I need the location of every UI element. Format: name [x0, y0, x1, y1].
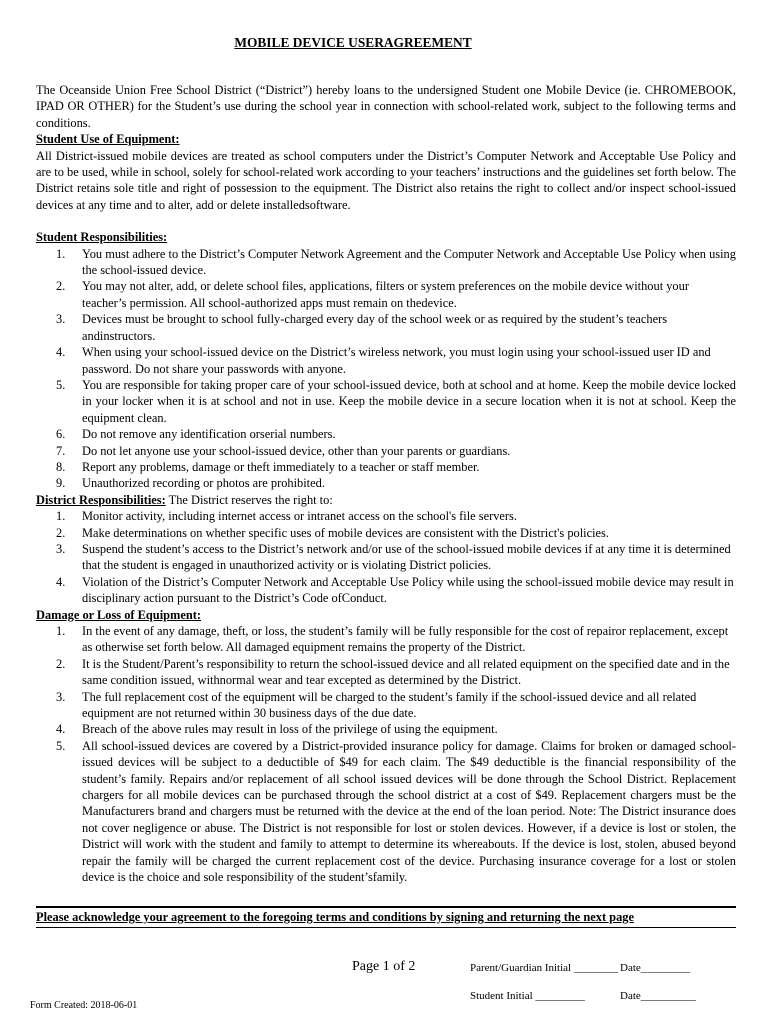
section-heading-use: Student Use of Equipment: [36, 132, 180, 147]
item-number: 4. [56, 574, 66, 589]
section-heading-damage: Damage or Loss of Equipment: [36, 607, 201, 622]
list-item [36, 377, 736, 426]
section-heading-student: Student Responsibilities: [36, 230, 168, 245]
item-text: The full replacement cost of the equipment will be charged to the student’s family if the school-issued device and all related equipment are not returned within 30 business days of the due date. [82, 689, 697, 721]
list-item [36, 623, 736, 656]
list-item [36, 508, 736, 524]
list-item [36, 721, 736, 737]
list-item [36, 311, 736, 344]
district-responsibilities-list [36, 508, 736, 606]
divider [36, 927, 736, 928]
item-number: 3. [56, 312, 66, 327]
list-item [36, 541, 736, 574]
use-paragraph: All District-issued mobile devices are treated as school computers under the District’s Computer Network and Acceptable Use Policy and are to be used, while in school, solely for school-related work according to your teachers’ instructions and the guidelines set forth below. The District retains sole title and right of possession to the equipment. The District also retains the right to collect and/or inspect school-issued devices at any time and to alter, add or delete installedsoftware. [36, 148, 736, 212]
parent-initial-field: Parent/Guardian Initial ________ [470, 962, 618, 974]
district-lead-text: The District reserves the right to: [165, 492, 333, 507]
item-number: 8. [56, 459, 66, 474]
item-text: Do not remove any identification orserial numbers. [82, 427, 336, 442]
section-heading-district: District Responsibilities: [36, 492, 166, 507]
list-item [36, 443, 736, 459]
list-item [36, 344, 736, 377]
item-number: 2. [56, 525, 66, 540]
item-number: 5. [56, 377, 66, 392]
student-responsibilities-list [36, 246, 736, 492]
list-item [36, 278, 736, 311]
district-heading-line [36, 492, 736, 508]
list-item [36, 689, 736, 722]
item-text: Make determinations on whether specific uses of mobile devices are consistent with the District's policies. [82, 525, 609, 540]
item-number: 6. [56, 427, 66, 442]
item-text: Suspend the student’s access to the District’s network and/or use of the school-issued mobile devices if at any time it is determined that the student is engaged in unauthorized activity or is violating District policies. [82, 541, 731, 573]
intro-paragraph: The Oceanside Union Free School District (“District”) hereby loans to the undersigned Student one Mobile Device (ie. CHROMEBOOK, IPAD OR OTHER) for the Student’s use during the school year in connection with school-related work, subject to the following terms and conditions. [36, 83, 736, 130]
list-item [36, 459, 736, 475]
document-title: MOBILE DEVICE USERAGREEMENT [234, 35, 472, 50]
item-number: 9. [56, 476, 66, 491]
item-text: You may not alter, add, or delete school files, applications, filters or system preferences on the mobile device without your teacher’s permission. All school-authorized apps must remain on thedevice. [82, 279, 689, 310]
item-text: Do not let anyone use your school-issued device, other than your parents or guardians. [82, 443, 511, 458]
item-number: 4. [56, 345, 66, 360]
item-number: 7. [56, 443, 66, 458]
list-item [36, 738, 736, 886]
list-item [36, 656, 736, 689]
list-item [36, 426, 736, 442]
item-text: You are responsible for taking proper care of your school-issued device, both at school and at home. Keep the mobile device locked in your locker when it is at school and not in use. Keep the mobile device in a secure location when it is not at school. Keep the equipment clean. [82, 377, 736, 425]
item-text: Report any problems, damage or theft immediately to a teacher or staff member. [82, 459, 480, 474]
form-created-date: Form Created: 2018-06-01 [30, 1000, 138, 1011]
item-number: 3. [56, 689, 66, 704]
item-number: 1. [56, 624, 66, 638]
acknowledgement-notice: Please acknowledge your agreement to the foregoing terms and conditions by signing and returning the next page [36, 906, 736, 925]
page-number: Page 1 of 2 [352, 959, 416, 974]
item-text: Breach of the above rules may result in loss of the privilege of using the equipment. [82, 722, 498, 737]
item-text: Devices must be brought to school fully-charged every day of the school week or as required by the student’s teachers andinstructors. [82, 312, 668, 343]
list-item [36, 475, 736, 491]
item-number: 1. [56, 509, 66, 524]
list-item [36, 246, 736, 279]
item-number: 2. [56, 279, 66, 294]
item-number: 3. [56, 541, 66, 556]
item-number: 2. [56, 656, 66, 671]
damage-loss-list [36, 623, 736, 886]
item-number: 1. [56, 246, 66, 261]
item-text: All school-issued devices are covered by a District-provided insurance policy for damage. Claims for broken or damaged school-issued devices will be subject to a deductible of $49 for each claim. The $49 deductible is the financial responsibility of the student’s family. Repairs and/or replacement of all school issued devices will be done through the School District. Replacement chargers for all mobile devices can be purchased through the school district at a cost of $49. Replacement chargers must be the Manufacturers brand and chargers must be returned with the device at the end of the loan period. Note: The District insurance does not cover negligence or abuse. The District is not responsible for lost or stolen devices. However, if a device is lost or stolen, the District will work with the student and family to attempt to determine its whereabouts. If the device is lost, stolen, abused beyond repair the family will be charged the current replacement cost of the device. Purchasing insurance coverage for a lost or stolen device is the choice and sole responsibility of the student’sfamily. [82, 738, 736, 885]
item-text: It is the Student/Parent’s responsibility to return the school-issued device and all related equipment on the specified date and in the same condition issued, withnormal wear and tear excepted as determined by the District. [82, 656, 730, 688]
item-text: Monitor activity, including internet access or intranet access on the school's file servers. [82, 509, 517, 524]
item-text: In the event of any damage, theft, or loss, the student’s family will be fully responsible for the cost of repairor replacement, except as otherwise set forth below. All damaged equipment remains the property of the District. [82, 624, 729, 655]
item-number: 5. [56, 738, 66, 753]
item-text: You must adhere to the District’s Computer Network Agreement and the Computer Network and Acceptable Use Policy when using the school-issued device. [82, 246, 736, 278]
document-body [36, 82, 736, 886]
student-initial-field: Student Initial _________ [470, 990, 585, 1002]
parent-date-field: Date_________ [620, 962, 691, 974]
list-item [36, 525, 736, 541]
item-text: Unauthorized recording or photos are prohibited. [82, 476, 325, 491]
list-item [36, 574, 736, 607]
item-text: When using your school-issued device on the District’s wireless network, you must login using your school-issued user ID and password. Do not share your passwords with anyone. [82, 345, 711, 376]
student-date-field: Date__________ [620, 990, 696, 1002]
item-text: Violation of the District’s Computer Network and Acceptable Use Policy while using the school-issued mobile device may result in disciplinary action pursuant to the District’s Code ofConduct. [82, 574, 734, 606]
item-number: 4. [56, 722, 66, 737]
